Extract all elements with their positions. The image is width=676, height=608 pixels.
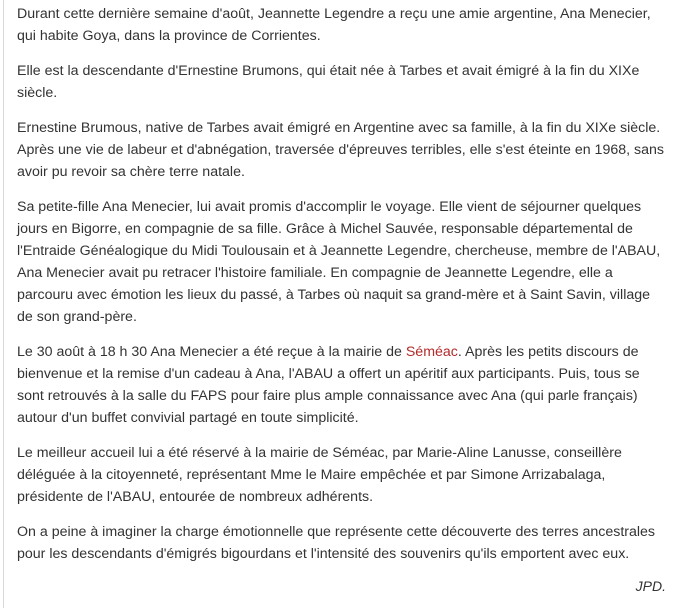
- left-border-divider: [3, 0, 4, 608]
- reception-text-before: Le 30 août à 18 h 30 Ana Menecier a été reçue à la mairie de: [17, 344, 406, 360]
- article-body: [17, 3, 667, 578]
- paragraph-intro: Durant cette dernière semaine d'août, Jeannette Legendre a reçu une amie argentine, Ana Menecier, qui habite Goya, dans la province de Corrientes.: [17, 6, 651, 44]
- paragraph-reception: [17, 341, 667, 429]
- semeac-link[interactable]: Séméac: [405, 344, 458, 360]
- paragraph-ernestine: Ernestine Brumous, native de Tarbes avait émigré en Argentine avec sa famille, à la fin du XIXe siècle. Après une vie de labeur et d'abnégation, traversée d'épreuves terribles, elle s'est éteinte en 1968, sans avoir pu revoir sa chère terre natale.: [17, 120, 664, 180]
- paragraph-conclusion: On a peine à imaginer la charge émotionnelle que représente cette découverte des terres ancestrales pour les descendants d'émigrés bigourdans et l'intensité des souvenirs qu'ils emportent avec eux.: [17, 524, 656, 562]
- author-signature: JPD.: [635, 578, 666, 594]
- paragraph-descendant: Elle est la descendante d'Ernestine Brumons, qui était née à Tarbes et avait émigré à la fin du XIXe siècle.: [17, 63, 640, 101]
- reception-text-after: . Après les petits discours de bienvenue et la remise d'un cadeau à Ana, l'ABAU a offert un apéritif aux participants. Puis, tous se sont retrouvés à la salle du FAPS pour faire plus ample connaissance avec Ana (qui parle français) autour d'un buffet convivial partagé en toute simplicité.: [17, 344, 640, 426]
- paragraph-voyage: Sa petite-fille Ana Menecier, lui avait promis d'accomplir le voyage. Elle vient de séjourner quelques jours en Bigorre, en compagnie de sa fille. Grâce à Michel Sauvée, responsable départemental de l'Entraide Généalogique du Midi Toulousain et à Jeannette Legendre, chercheuse, membre de l'ABAU, Ana Menecier avait pu retracer l'histoire familiale. En compagnie de Jeannette Legendre, elle a parcouru avec émotion les lieux du passé, à Tarbes où naquit sa grand-mère et à Saint Savin, village de son grand-père.: [17, 199, 661, 325]
- paragraph-welcome: Le meilleur accueil lui a été réservé à la mairie de Séméac, par Marie-Aline Lanusse, conseillère déléguée à la citoyenneté, représentant Mme le Maire empêchée et par Simone Arrizabalaga, présidente de l'ABAU, entourée de nombreux adhérents.: [17, 445, 622, 505]
